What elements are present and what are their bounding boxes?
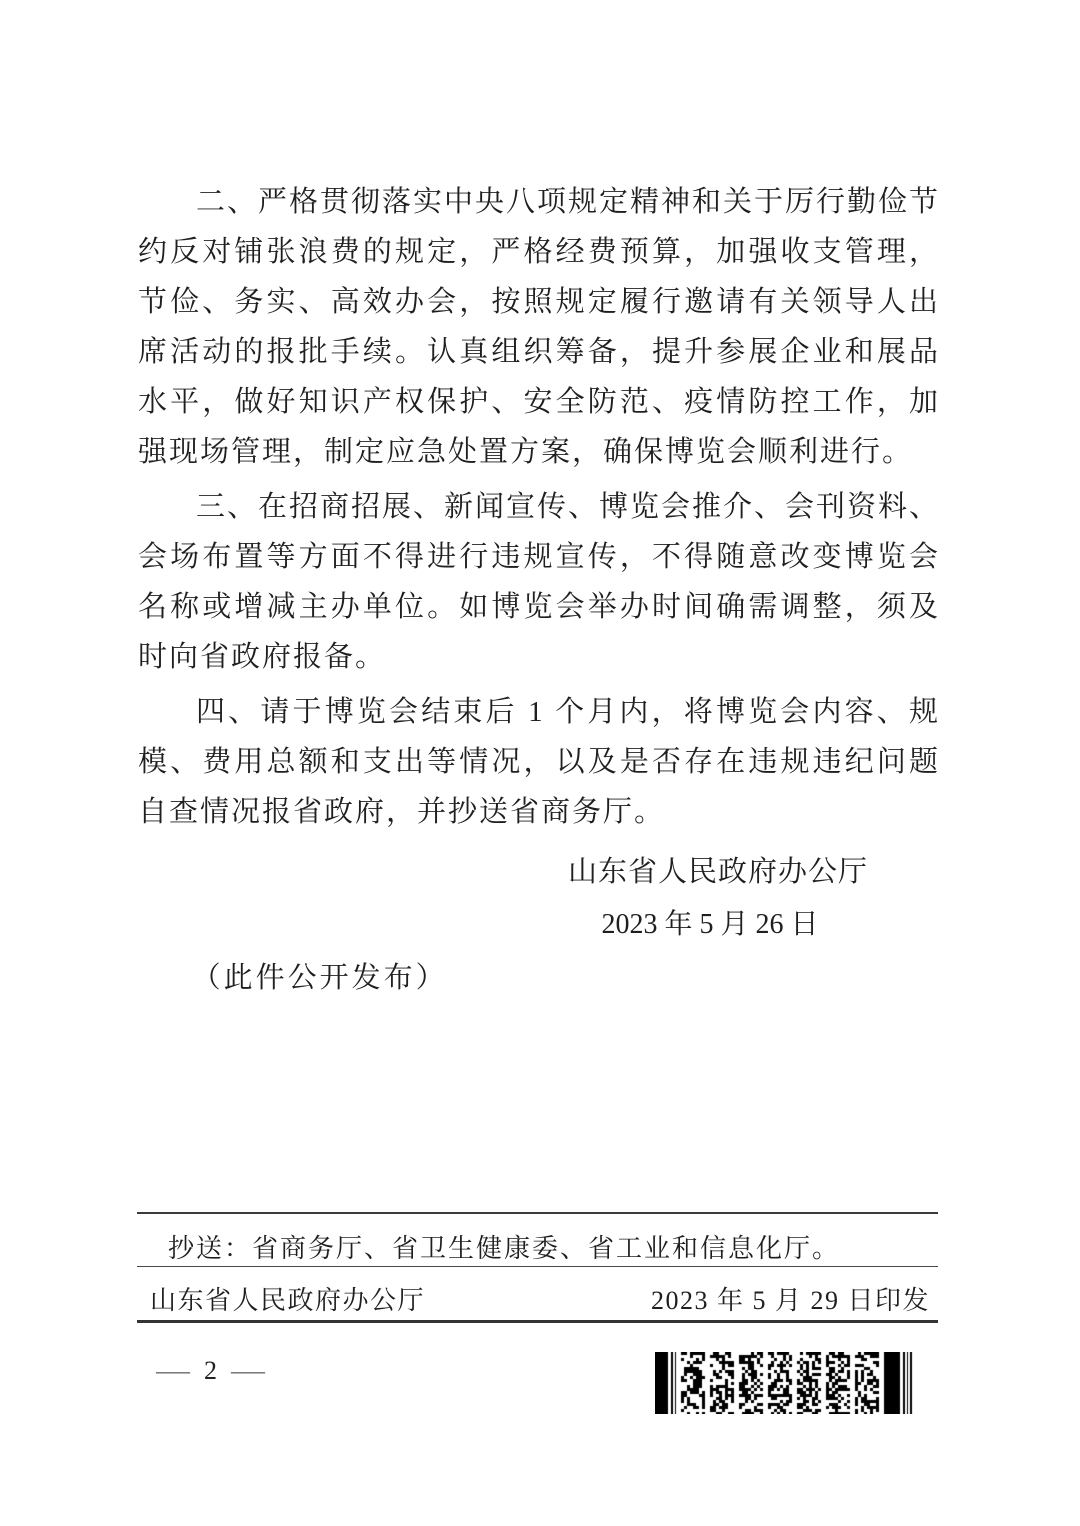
paragraph-item-4: 四、请于博览会结束后 1 个月内，将博览会内容、规模、费用总额和支出等情况，以及是否存在违规违纪问题自查情况报省政府，并抄送省商务厅。 (138, 696, 940, 828)
cc-line: 抄送：省商务厅、省卫生健康委、省工业和信息化厅。 (168, 1234, 841, 1263)
page-number-dash-right: — (231, 1356, 265, 1385)
signature-issuer: 山东省人民政府办公厅 (568, 856, 869, 888)
print-office: 山东省人民政府办公厅 (150, 1286, 426, 1315)
footer-divider-middle (137, 1266, 938, 1267)
signature-date: 2023 年 5 月 26 日 (601, 909, 819, 940)
print-date: 2023 年 5 月 29 日印发 (650, 1286, 930, 1315)
page-number (156, 1356, 265, 1386)
paragraph-item-2: 二、严格贯彻落实中央八项规定精神和关于厉行勤俭节约反对铺张浪费的规定，严格经费预算，加强收支管理，节俭、务实、高效办会，按照规定履行邀请有关领导人出席活动的报批手续。认真组织筹备，提升参展企业和展品水平，做好知识产权保护、安全防范、疫情防控工作，加强现场管理，制定应急处置方案，确保博览会顺利进行。 (138, 186, 941, 468)
page-number-dash-left: — (156, 1356, 190, 1385)
footer-divider-bottom (137, 1320, 938, 1323)
paragraph-item-3: 三、在招商招展、新闻宣传、博览会推介、会刊资料、会场布置等方面不得进行违规宣传，不得随意改变博览会名称或增减主办单位。如博览会举办时间确需调整，须及时向省政府报备。 (138, 491, 941, 673)
public-release-note: （此件公开发布） (191, 962, 448, 994)
footer-divider-top (137, 1212, 938, 1214)
print-info-row (137, 1280, 938, 1317)
page-number-value: 2 (204, 1356, 217, 1385)
document-barcode (655, 1352, 915, 1414)
document-body (138, 177, 940, 842)
